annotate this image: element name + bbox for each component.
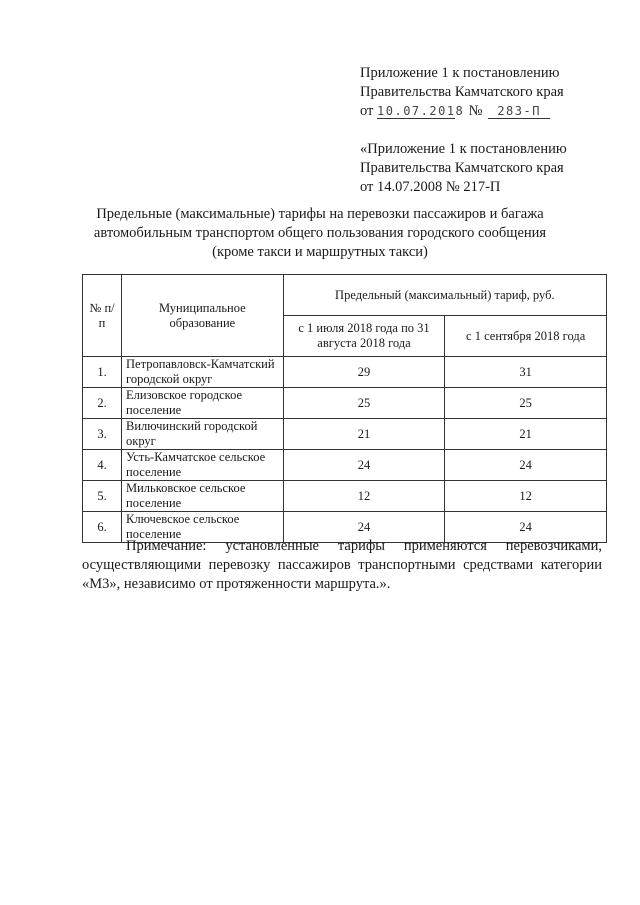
number-sign: № [468,103,483,119]
tariff-period-2: 24 [445,512,607,543]
municipality-name: Петропавловск-Камчатский городской округ [122,357,284,388]
row-number: 1. [83,357,122,388]
note-paragraph: Примечание: установленные тарифы применяются перевозчиками, осуществляющими перевозку пассажиров транспортными средствами категории «М3», независимо от протяженности маршрута.». [82,538,602,592]
table-row [83,481,607,512]
previous-appendix-line-1: «Приложение 1 к постановлению [360,141,567,157]
header-period-2: с 1 сентября 2018 года [445,316,607,357]
table-row [83,450,607,481]
tariff-period-2: 24 [445,450,607,481]
tariff-period-1: 24 [283,512,445,543]
previous-appendix-line-3: от 14.07.2008 № 217-П [360,179,501,195]
header-municipality: Муниципальное образование [122,275,284,357]
title-line-1: Предельные (максимальные) тарифы на перевозки пассажиров и багажа [96,206,544,222]
tariff-period-2: 12 [445,481,607,512]
tariff-period-1: 29 [283,357,445,388]
previous-appendix [360,140,610,197]
row-number: 6. [83,512,122,543]
municipality-name: Елизовское городское поселение [122,388,284,419]
table-row [83,419,607,450]
from-label: от [360,103,374,119]
row-number: 3. [83,419,122,450]
tariff-period-1: 12 [283,481,445,512]
header-period-1: с 1 июля 2018 года по 31 августа 2018 года [283,316,445,357]
municipality-name: Вилючинский городской округ [122,419,284,450]
municipality-name: Мильковское сельское поселение [122,481,284,512]
appendix-line-1: Приложение 1 к постановлению [360,65,560,81]
title-line-2: автомобильным транспортом общего пользования городского сообщения [93,225,547,241]
tariff-table [82,274,607,543]
tariff-period-2: 25 [445,388,607,419]
appendix-date-line [360,102,610,121]
row-number: 4. [83,450,122,481]
row-number: 2. [83,388,122,419]
municipality-name: Ключевское сельское поселение [122,512,284,543]
tariff-period-2: 21 [445,419,607,450]
appendix-header [360,64,610,197]
row-number: 5. [83,481,122,512]
appendix-line-2: Правительства Камчатского края [360,84,564,100]
tariff-period-1: 25 [283,388,445,419]
resolution-number: 283-П [488,104,550,119]
header-tariff: Предельный (максимальный) тариф, руб. [283,275,606,316]
table-row [83,388,607,419]
tariff-period-2: 31 [445,357,607,388]
document-title [90,205,550,262]
header-num: № п/п [83,275,122,357]
previous-appendix-line-2: Правительства Камчатского края [360,160,564,176]
table-row [83,357,607,388]
resolution-date: 10.07.2018 [377,104,465,118]
municipality-name: Усть-Камчатское сельское поселение [122,450,284,481]
tariff-period-1: 21 [283,419,445,450]
tariff-period-1: 24 [283,450,445,481]
title-line-3: (кроме такси и маршрутных такси) [212,244,428,260]
